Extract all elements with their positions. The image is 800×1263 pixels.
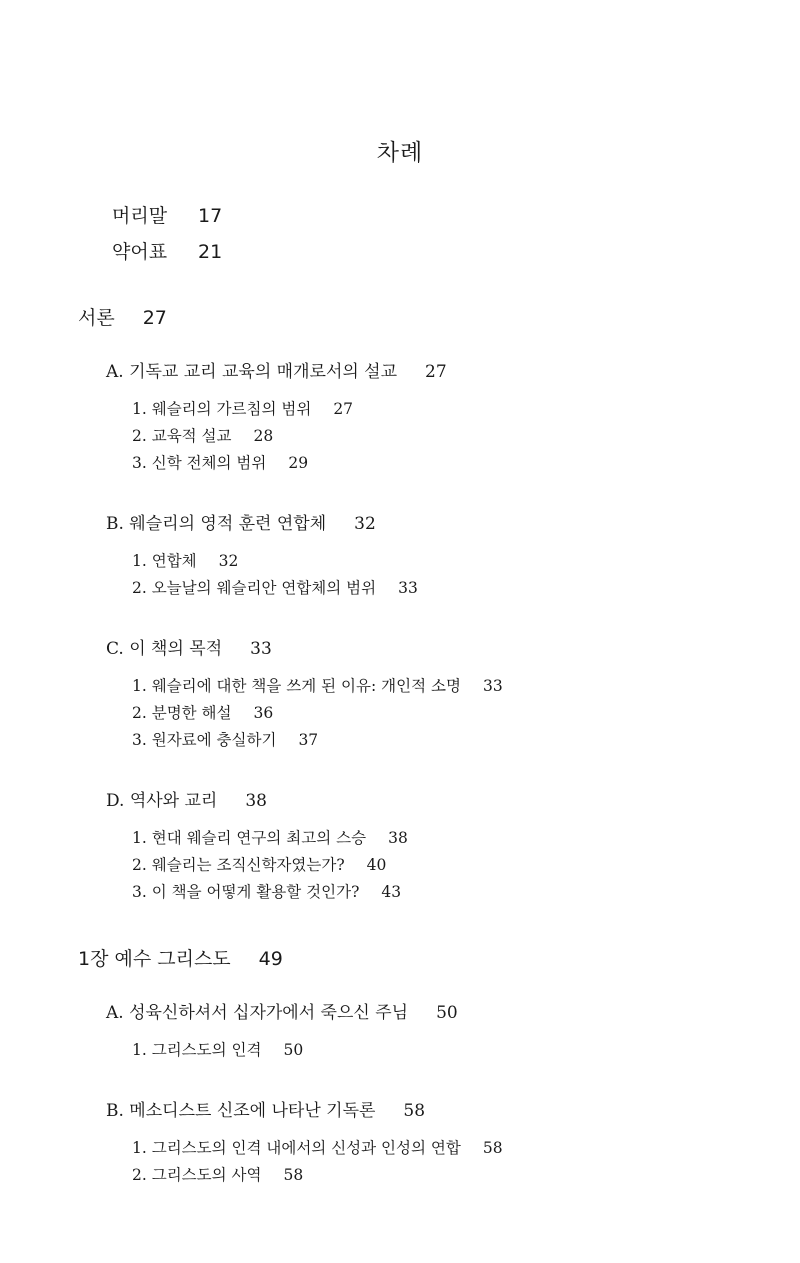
- toc-item: [132, 1038, 303, 1060]
- toc-item: [132, 451, 308, 473]
- toc-entry-page: 27: [333, 400, 354, 418]
- toc-entry-preface: [112, 201, 222, 228]
- toc-entry-label: A. 기독교 교리 교육의 매개로서의 설교: [106, 362, 398, 382]
- toc-entry-page: 32: [354, 514, 376, 534]
- toc-section-a: [106, 998, 458, 1023]
- toc-entry-label: 2. 분명한 해설: [132, 704, 232, 722]
- toc-entry-page: 58: [482, 1139, 503, 1157]
- toc-section-c: [106, 634, 272, 659]
- toc-entry-label: 1. 현대 웨슬리 연구의 최고의 스승: [132, 829, 367, 847]
- toc-entry-label: 2. 교육적 설교: [132, 427, 232, 445]
- toc-entry-label: 2. 웨슬리는 조직신학자였는가?: [132, 856, 345, 874]
- toc-entry-page: 17: [198, 205, 223, 227]
- toc-item: [132, 1163, 303, 1185]
- toc-item: [132, 424, 273, 446]
- toc-entry-page: 50: [436, 1003, 458, 1023]
- toc-entry-page: 40: [366, 856, 387, 874]
- toc-entry-label: B. 메소디스트 신조에 나타난 기독론: [106, 1101, 376, 1121]
- toc-entry-page: 37: [298, 731, 319, 749]
- toc-entry-page: 58: [403, 1101, 426, 1121]
- toc-entry-page: 38: [245, 791, 267, 811]
- toc-item: [132, 549, 238, 571]
- toc-chapter-1: [78, 944, 283, 971]
- toc-item: [132, 880, 401, 902]
- toc-item: [132, 826, 408, 848]
- toc-entry-page: 27: [142, 307, 167, 329]
- toc-entry-introduction: [78, 303, 167, 330]
- toc-entry-label: 서론: [78, 307, 115, 329]
- toc-entry-label: 3. 이 책을 어떻게 활용할 것인가?: [132, 883, 360, 901]
- toc-entry-label: 3. 원자료에 충실하기: [132, 731, 277, 749]
- toc-entry-label: 2. 그리스도의 사역: [132, 1166, 262, 1184]
- toc-entry-label: 3. 신학 전체의 범위: [132, 454, 267, 472]
- toc-entry-page: 50: [283, 1041, 304, 1059]
- toc-section-b: [106, 1096, 425, 1121]
- toc-entry-page: 21: [198, 241, 223, 263]
- toc-entry-label: 1. 연합체: [132, 552, 197, 570]
- toc-entry-abbreviations: [112, 237, 222, 264]
- toc-entry-label: D. 역사와 교리: [106, 791, 218, 811]
- toc-entry-page: 27: [425, 362, 447, 382]
- toc-entry-label: 머리말: [112, 205, 168, 227]
- toc-section-d: [106, 786, 267, 811]
- toc-item: [132, 701, 273, 723]
- toc-entry-page: 28: [253, 427, 274, 445]
- toc-entry-page: 58: [283, 1166, 304, 1184]
- toc-entry-page: 36: [253, 704, 274, 722]
- toc-item: [132, 853, 386, 875]
- toc-section-a: [106, 357, 447, 382]
- toc-entry-page: 33: [398, 579, 418, 597]
- toc-entry-page: 32: [218, 552, 239, 570]
- toc-entry-label: B. 웨슬리의 영적 훈련 연합체: [106, 514, 327, 534]
- toc-item: [132, 728, 318, 750]
- toc-entry-label: 2. 오늘날의 웨슬리안 연합체의 범위: [132, 579, 377, 597]
- toc-entry-page: 43: [381, 883, 402, 901]
- toc-entry-label: 1. 웨슬리에 대한 책을 쓰게 된 이유: 개인적 소명: [132, 677, 461, 695]
- toc-entry-label: 약어표: [112, 241, 168, 263]
- toc-item: [132, 397, 353, 419]
- toc-entry-label: 1. 그리스도의 인격 내에서의 신성과 인성의 연합: [132, 1139, 461, 1157]
- page-title: 차례: [376, 140, 424, 166]
- toc-entry-label: 1. 그리스도의 인격: [132, 1041, 262, 1059]
- toc-entry-page: 29: [288, 454, 309, 472]
- toc-item: [132, 576, 418, 598]
- toc-entry-page: 33: [482, 677, 503, 695]
- toc-entry-page: 49: [258, 948, 283, 970]
- toc-section-b: [106, 509, 376, 534]
- toc-entry-label: C. 이 책의 목적: [106, 639, 223, 659]
- toc-entry-label: 1. 웨슬리의 가르침의 범위: [132, 400, 312, 418]
- toc-item: [132, 674, 503, 696]
- toc-entry-page: 38: [388, 829, 408, 847]
- toc-item: [132, 1136, 503, 1158]
- toc-entry-label: A. 성육신하셔서 십자가에서 죽으신 주님: [106, 1003, 409, 1023]
- toc-entry-page: 33: [250, 639, 272, 659]
- toc-entry-label: 1장 예수 그리스도: [78, 948, 231, 970]
